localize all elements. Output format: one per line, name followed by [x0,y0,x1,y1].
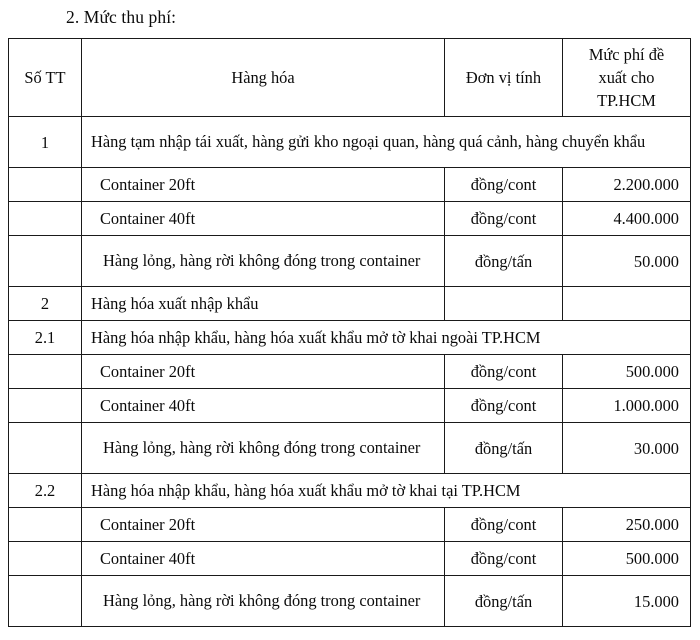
table-row [9,508,691,542]
cell-stt [9,287,82,321]
row-number [9,445,81,451]
row-goods: Hàng lỏng, hàng rời không đóng trong container [103,438,421,457]
row-number [9,403,81,409]
cell-goods [82,236,445,287]
table-row [9,236,691,287]
row-goods: Container 40ft [100,548,196,568]
table-row [9,321,691,355]
row-goods: Hàng hóa nhập khẩu, hàng hóa xuất khẩu mở tờ khai ngoài TP.HCM [91,327,541,347]
row-fee: 500.000 [625,549,679,568]
cell-goods-span [82,474,691,508]
row-number: 2.1 [34,328,56,347]
row-goods: Container 20ft [100,174,196,194]
cell-stt [9,389,82,423]
cell-unit [445,202,563,236]
cell-stt [9,168,82,202]
fee-table [8,38,691,627]
row-unit: đồng/tấn [474,591,533,611]
cell-goods [82,508,445,542]
cell-goods [82,389,445,423]
header-label-fee [563,39,690,116]
row-goods: Hàng hóa xuất nhập khẩu [91,293,259,313]
cell-fee [563,389,691,423]
cell-unit [445,576,563,627]
cell-goods-span [82,117,691,168]
row-fee: 250.000 [625,515,679,534]
row-number: 2 [40,294,50,313]
cell-stt [9,236,82,287]
row-fee [563,301,690,307]
row-goods: Container 20ft [100,361,196,381]
row-number [9,522,81,528]
table-row [9,576,691,627]
row-unit: đồng/cont [470,515,537,534]
row-goods: Hàng tạm nhập tái xuất, hàng gửi kho ngoại quan, hàng quá cảnh, hàng chuyển khẩu [91,132,646,151]
table-row [9,542,691,576]
cell-fee [563,202,691,236]
row-number: 2.2 [34,481,56,500]
header-cell-fee [563,39,691,117]
row-fee: 50.000 [633,251,679,271]
cell-goods [82,423,445,474]
row-goods: Container 40ft [100,208,196,228]
cell-fee [563,287,691,321]
row-unit: đồng/cont [470,396,537,415]
row-unit: đồng/cont [470,209,537,228]
cell-unit [445,236,563,287]
cell-stt [9,542,82,576]
table-row [9,423,691,474]
cell-unit [445,542,563,576]
row-goods: Hàng lỏng, hàng rời không đóng trong container [103,591,421,610]
row-unit: đồng/cont [470,362,537,381]
row-unit: đồng/tấn [474,251,533,271]
table-row [9,474,691,508]
header-cell-unit [445,39,563,117]
cell-goods [82,202,445,236]
row-fee: 30.000 [633,438,679,458]
row-goods: Container 40ft [100,395,196,415]
row-fee: 15.000 [633,591,679,611]
cell-fee [563,423,691,474]
cell-stt [9,508,82,542]
row-number [9,216,81,222]
row-number [9,598,81,604]
fee-table-wrapper [8,38,690,627]
row-fee: 4.400.000 [613,209,679,228]
cell-goods [82,287,445,321]
cell-unit [445,389,563,423]
table-row [9,117,691,168]
header-label-goods: Hàng hóa [231,68,295,87]
table-row [9,355,691,389]
header-label-fee-line1: Mức phí đề [588,45,665,64]
cell-unit [445,168,563,202]
cell-stt [9,202,82,236]
row-fee: 500.000 [625,362,679,381]
cell-fee [563,542,691,576]
cell-goods [82,576,445,627]
cell-goods-span [82,321,691,355]
row-number [9,556,81,562]
cell-fee [563,508,691,542]
cell-goods [82,168,445,202]
cell-stt [9,423,82,474]
table-row [9,389,691,423]
fee-table-body [9,39,691,627]
cell-fee [563,576,691,627]
cell-fee [563,236,691,287]
cell-fee [563,355,691,389]
cell-unit [445,508,563,542]
cell-stt [9,321,82,355]
cell-goods [82,355,445,389]
row-number [9,369,81,375]
cell-stt [9,474,82,508]
row-unit: đồng/tấn [474,438,533,458]
cell-unit [445,287,563,321]
page-title: 2. Mức thu phí: [66,7,177,27]
header-label-fee-line3: TP.HCM [597,91,656,110]
cell-unit [445,423,563,474]
row-fee: 2.200.000 [613,175,679,194]
cell-fee [563,168,691,202]
cell-goods [82,542,445,576]
row-fee: 1.000.000 [613,396,679,415]
row-goods: Hàng hóa nhập khẩu, hàng hóa xuất khẩu mở tờ khai tại TP.HCM [91,480,521,500]
row-unit: đồng/cont [470,549,537,568]
cell-stt [9,117,82,168]
header-label-fee-line2: xuất cho [598,68,655,87]
row-unit [445,301,562,307]
header-cell-goods [82,39,445,117]
cell-unit [445,355,563,389]
row-unit: đồng/cont [470,175,537,194]
table-row [9,287,691,321]
table-row [9,168,691,202]
row-number: 1 [40,132,50,152]
header-label-stt: Số TT [24,68,66,87]
row-number [9,258,81,264]
table-row [9,202,691,236]
header-label-unit: Đơn vị tính [465,68,542,87]
cell-stt [9,355,82,389]
row-goods: Container 20ft [100,514,196,534]
table-header-row [9,39,691,117]
header-cell-stt [9,39,82,117]
cell-stt [9,576,82,627]
row-number [9,182,81,188]
row-goods: Hàng lỏng, hàng rời không đóng trong container [103,251,421,270]
